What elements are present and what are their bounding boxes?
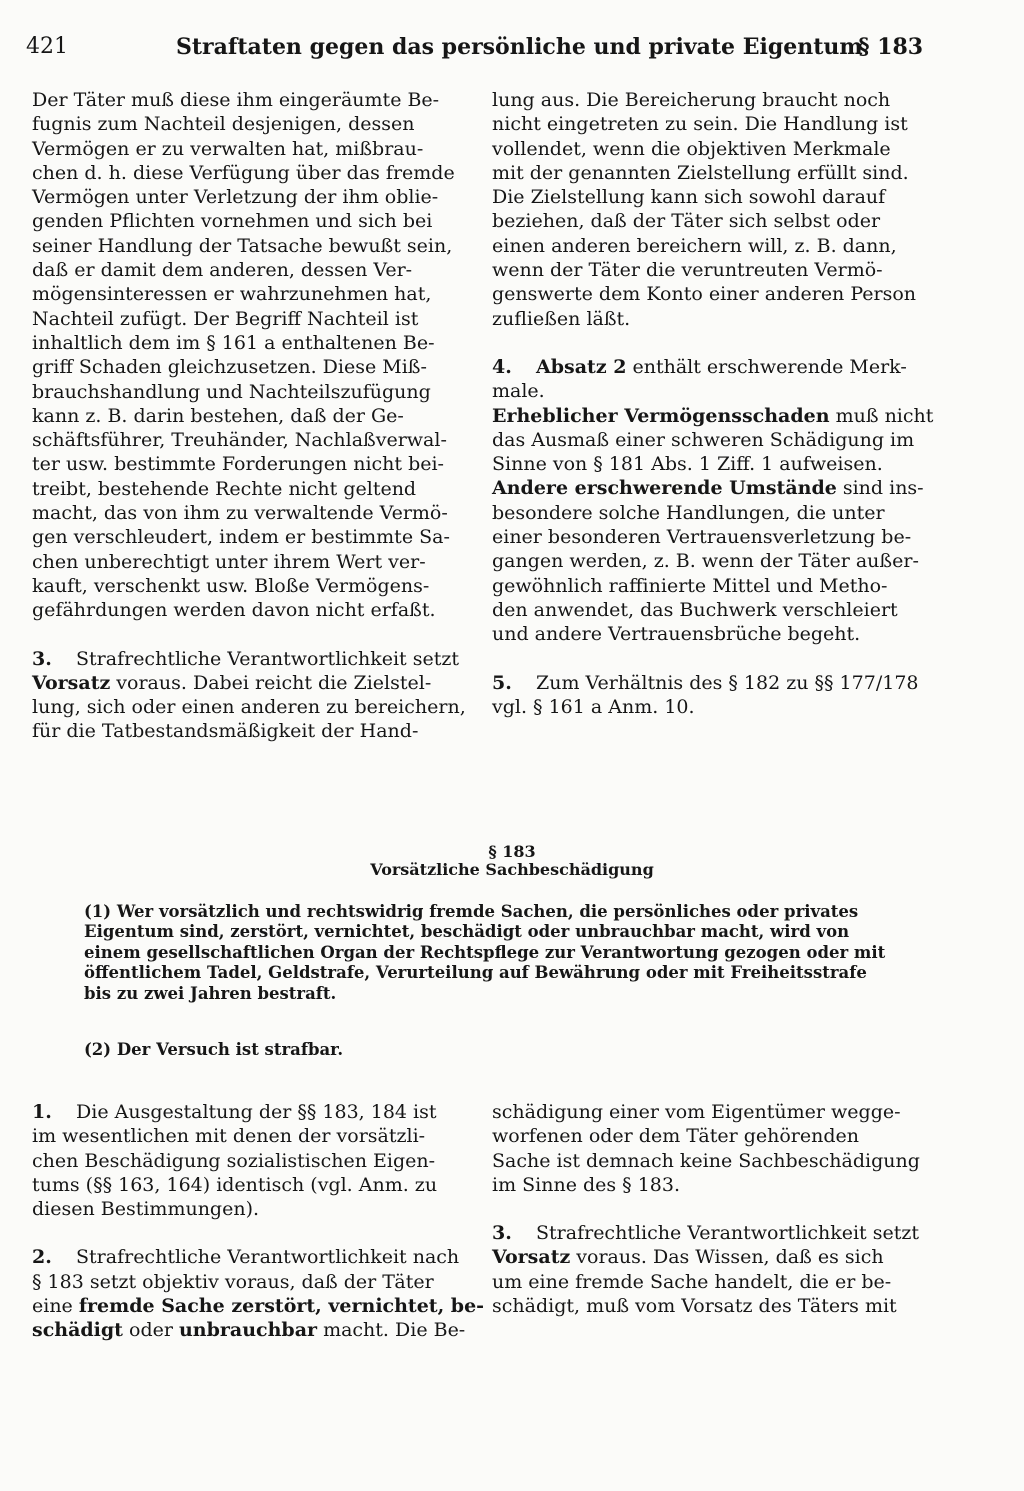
- text-line: [32, 1294, 485, 1318]
- text-line: den anwendet, das Buchwerk verschleiert: [492, 598, 898, 621]
- text-line: ter usw. bestimmte Forderungen nicht bei-: [32, 453, 444, 476]
- text-line: einer besonderen Vertrauensverletzung be-: [492, 526, 912, 549]
- law-paragraph-1: [84, 902, 944, 1004]
- text-line: um eine fremde Sache handelt, die er be-: [492, 1270, 892, 1293]
- text-line: (1) Wer vorsätzlich und rechtswidrig fremde Sachen, die persönliches oder privates: [84, 902, 859, 921]
- text-line: zufließen läßt.: [492, 307, 631, 330]
- text-line: einen anderen bereichern will, z. B. dann,: [492, 234, 897, 257]
- text-line: seiner Handlung der Tatsache bewußt sein,: [32, 234, 453, 257]
- text-line: tums (§§ 163, 164) identisch (vgl. Anm. zu: [32, 1173, 438, 1196]
- section-number: § 183: [488, 842, 536, 861]
- text-line: das Ausmaß einer schweren Schädigung im: [492, 428, 915, 451]
- text-run: sind ins-: [836, 477, 924, 500]
- text-line: § 183 setzt objektiv voraus, daß der Täter: [32, 1270, 434, 1293]
- paragraph: [32, 1100, 464, 1221]
- text-line: Sinne von § 181 Abs. 1 Ziff. 1 aufweisen.: [492, 453, 883, 476]
- text-line: genswerte dem Konto einer anderen Person: [492, 283, 917, 306]
- text-line: [492, 476, 924, 500]
- text-line: beziehen, daß der Täter sich selbst oder: [492, 210, 881, 233]
- text-line: vgl. § 161 a Anm. 10.: [492, 695, 695, 718]
- text-line: Vermögen er zu verwalten hat, mißbrau-: [32, 137, 424, 160]
- bold-term: unbrauchbar: [178, 1319, 318, 1342]
- text-run: Strafrechtliche Verantwortlichkeit setzt: [536, 1222, 920, 1245]
- text-line: im wesentlichen mit denen der vorsätzli-: [32, 1125, 426, 1148]
- text-line: und andere Vertrauensbrüche begeht.: [492, 623, 861, 646]
- text-line: [492, 671, 924, 695]
- bold-term: Vorsatz: [32, 671, 111, 694]
- bottom-left-column: [32, 1100, 485, 1343]
- text-run: muß nicht: [829, 404, 934, 427]
- text-line: Eigentum sind, zerstört, vernichtet, beschädigt oder unbrauchbar macht, wird von: [84, 922, 850, 942]
- text-line: macht, das von ihm zu verwaltende Vermö-: [32, 502, 448, 525]
- text-run: Zum Verhältnis des § 182 zu §§ 177/178: [536, 671, 919, 694]
- top-right-column: [492, 88, 934, 719]
- text-line: [32, 647, 464, 671]
- text-run: eine: [32, 1295, 79, 1318]
- text-line: [32, 1100, 464, 1124]
- bottom-right-column: [492, 1100, 924, 1318]
- text-line: schäftsführer, Treuhänder, Nachlaßverwal-: [32, 429, 447, 452]
- item-number: 3.: [492, 1222, 512, 1245]
- text-run: macht. Die Be-: [317, 1319, 466, 1342]
- section-title: Vorsätzliche Sachbeschädigung: [370, 860, 654, 879]
- text-line: (2) Der Versuch ist strafbar.: [84, 1040, 344, 1059]
- text-line: [32, 1318, 464, 1342]
- text-line: daß er damit dem anderen, dessen Ver-: [32, 259, 413, 282]
- paragraph: [492, 671, 924, 720]
- paragraph: [32, 647, 464, 744]
- text-line: inhaltlich dem im § 161 a enthaltenen Be-: [32, 331, 435, 354]
- text-line: schädigung einer vom Eigentümer wegge-: [492, 1101, 901, 1123]
- text-line: gangen werden, z. B. wenn der Täter außer-: [492, 550, 919, 573]
- text-line: male.: [492, 380, 545, 403]
- text-line: Der Täter muß diese ihm eingeräumte Be-: [32, 89, 440, 111]
- text-run: voraus. Dabei reicht die Zielstel-: [110, 671, 432, 694]
- text-line: gefährdungen werden davon nicht erfaßt.: [32, 599, 436, 622]
- text-line: im Sinne des § 183.: [492, 1173, 681, 1196]
- text-line: [492, 1221, 924, 1245]
- paragraph: [32, 1245, 485, 1342]
- text-line: Die Zielstellung kann sich sowohl darauf: [492, 186, 886, 209]
- text-line: Sache ist demnach keine Sachbeschädigung: [492, 1149, 920, 1172]
- text-line: chen Beschädigung sozialistischen Eigen-: [32, 1149, 436, 1172]
- law-paragraph-2: [84, 1040, 944, 1060]
- text-line: [492, 1245, 924, 1269]
- text-line: für die Tatbestandsmäßigkeit der Hand-: [32, 720, 419, 743]
- text-line: griff Schaden gleichzusetzen. Diese Miß-: [32, 356, 427, 379]
- text-line: nicht eingetreten zu sein. Die Handlung ist: [492, 113, 908, 136]
- text-line: Vermögen unter Verletzung der ihm oblie-: [32, 186, 439, 209]
- bold-term: Absatz 2: [536, 355, 627, 378]
- page-number: 421: [26, 34, 68, 59]
- item-number: 1.: [32, 1101, 52, 1123]
- text-line: bis zu zwei Jahren bestraft.: [84, 983, 337, 1003]
- text-line: lung aus. Die Bereicherung braucht noch: [492, 89, 891, 111]
- text-run: voraus. Das Wissen, daß es sich: [570, 1246, 884, 1269]
- text-line: schädigt, muß vom Vorsatz des Täters mit: [492, 1295, 897, 1318]
- text-line: [32, 1245, 464, 1269]
- bold-term: schädigt: [32, 1319, 123, 1342]
- text-line: chen unberechtigt unter ihrem Wert ver-: [32, 550, 426, 573]
- item-number: 3.: [32, 647, 52, 670]
- text-line: worfenen oder dem Täter gehörenden: [492, 1125, 859, 1148]
- text-line: kann z. B. darin bestehen, daß der Ge-: [32, 404, 404, 427]
- paragraph: [492, 88, 924, 331]
- text-run: Die Ausgestaltung der §§ 183, 184 ist: [76, 1101, 437, 1123]
- bold-term: Vorsatz: [492, 1246, 571, 1269]
- paragraph: [492, 355, 934, 647]
- text-run: Strafrechtliche Verantwortlichkeit setzt: [76, 647, 460, 670]
- running-title: Straftaten gegen das persönliche und private Eigentum: [176, 34, 863, 60]
- text-line: diesen Bestimmungen).: [32, 1198, 260, 1221]
- running-section: § 183: [858, 34, 924, 60]
- bold-term: Erheblicher Vermögensschaden: [492, 404, 830, 427]
- text-line: vollendet, wenn die objektiven Merkmale: [492, 137, 891, 160]
- text-line: gewöhnlich raffinierte Mittel und Metho-: [492, 574, 888, 597]
- item-number: 4.: [492, 355, 512, 378]
- text-line: einem gesellschaftlichen Organ der Rechtspflege zur Verantwortung gezogen oder mit: [84, 942, 886, 962]
- text-line: lung, sich oder einen anderen zu bereichern,: [32, 696, 466, 719]
- text-line: chen d. h. diese Verfügung über das fremde: [32, 161, 455, 184]
- text-run: Strafrechtliche Verantwortlichkeit nach: [76, 1246, 460, 1269]
- paragraph: [492, 1100, 924, 1197]
- bold-term: fremde Sache zerstört, vernichtet, be-: [78, 1295, 485, 1318]
- top-left-column: [32, 88, 464, 744]
- text-line: mögensinteressen er wahrzunehmen hat,: [32, 283, 432, 306]
- text-line: Nachteil zufügt. Der Begriff Nachteil ist: [32, 307, 419, 330]
- text-line: gen verschleudert, indem er bestimmte Sa-: [32, 526, 450, 549]
- item-number: 2.: [32, 1246, 52, 1269]
- text-line: fugnis zum Nachteil desjenigen, dessen: [32, 113, 415, 136]
- text-line: [32, 671, 464, 695]
- text-line: öffentlichem Tadel, Geldstrafe, Verurteilung auf Bewährung oder mit Freiheitsstrafe: [84, 963, 867, 983]
- text-run: enthält erschwerende Merk-: [626, 355, 907, 378]
- text-line: mit der genannten Zielstellung erfüllt sind.: [492, 161, 909, 184]
- text-line: wenn der Täter die veruntreuten Vermö-: [492, 259, 883, 282]
- paragraph: [492, 1221, 924, 1318]
- item-number: 5.: [492, 671, 512, 694]
- paragraph: [32, 88, 464, 623]
- bold-term: Andere erschwerende Umstände: [492, 477, 837, 500]
- text-line: [492, 404, 934, 428]
- text-line: genden Pflichten vornehmen und sich bei: [32, 210, 433, 233]
- text-run: oder: [122, 1319, 179, 1342]
- text-line: kauft, verschenkt usw. Bloße Vermögens-: [32, 574, 430, 597]
- text-line: [492, 355, 924, 379]
- text-line: treibt, bestehende Rechte nicht geltend: [32, 477, 417, 500]
- text-line: besondere solche Handlungen, die unter: [492, 501, 885, 524]
- text-line: brauchshandlung und Nachteilszufügung: [32, 380, 431, 403]
